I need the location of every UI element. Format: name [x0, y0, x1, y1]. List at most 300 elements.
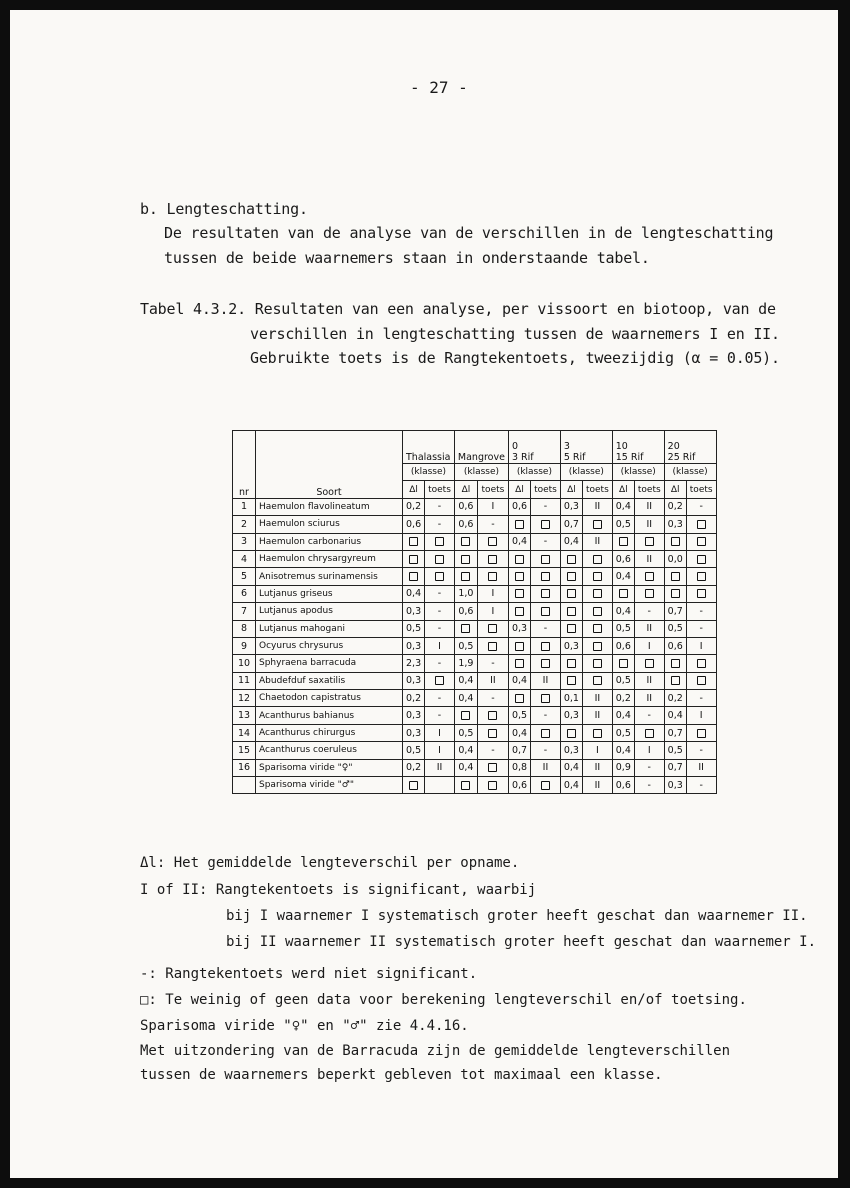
delta-l-cell: 0,2 — [664, 498, 686, 515]
no-data-square-icon — [488, 555, 497, 564]
table-row — [233, 516, 717, 533]
table-row — [233, 724, 717, 741]
toets-header: toets — [425, 481, 455, 498]
delta-l-cell: 0,6 — [612, 637, 634, 654]
delta-l-cell: 0,2 — [664, 690, 686, 707]
row-number: 6 — [233, 585, 256, 602]
delta-l-cell: 0,3 — [403, 672, 425, 689]
delta-l-cell: 0,4 — [612, 603, 634, 620]
delta-l-header: Δl — [664, 481, 686, 498]
nr-header: nr — [233, 431, 256, 499]
toets-header: toets — [686, 481, 716, 498]
delta-l-cell — [403, 777, 425, 794]
no-data-square-icon — [515, 555, 524, 564]
delta-l-cell — [560, 585, 582, 602]
no-data-square-icon — [645, 572, 654, 581]
delta-l-cell: 0,7 — [508, 742, 530, 759]
species-name: Acanthurus bahianus — [256, 707, 403, 724]
no-data-square-icon — [593, 589, 602, 598]
table-row — [233, 603, 717, 620]
soort-header: Soort — [256, 431, 403, 499]
delta-l-cell — [508, 637, 530, 654]
delta-l-cell: 0,5 — [664, 620, 686, 637]
toets-cell — [582, 655, 612, 672]
toets-cell — [531, 568, 561, 585]
row-number: 12 — [233, 690, 256, 707]
no-data-square-icon — [541, 520, 550, 529]
delta-l-cell: 0,2 — [403, 759, 425, 776]
delta-l-cell — [454, 568, 477, 585]
group-header-20-25-rif: 20 25 Rif — [664, 431, 716, 464]
toets-cell: - — [686, 742, 716, 759]
delta-l-cell: 0,4 — [560, 777, 582, 794]
no-data-square-icon — [593, 624, 602, 633]
delta-l-cell — [612, 533, 634, 550]
no-data-square-icon — [541, 729, 550, 738]
delta-l-cell — [560, 672, 582, 689]
no-data-square-icon — [488, 624, 497, 633]
no-data-square-icon — [645, 589, 654, 598]
toets-cell: I — [582, 742, 612, 759]
delta-l-cell — [508, 516, 530, 533]
no-data-square-icon — [435, 572, 444, 581]
toets-cell: II — [582, 690, 612, 707]
toets-cell — [686, 724, 716, 741]
toets-cell: - — [425, 690, 455, 707]
delta-l-cell: 0,6 — [612, 550, 634, 567]
toets-cell — [582, 672, 612, 689]
no-data-square-icon — [671, 572, 680, 581]
delta-l-cell — [454, 550, 477, 567]
klasse-label: (klasse) — [454, 464, 508, 481]
delta-l-cell: 0,5 — [612, 620, 634, 637]
no-data-square-icon — [593, 676, 602, 685]
toets-cell — [531, 655, 561, 672]
no-data-square-icon — [671, 537, 680, 546]
no-data-square-icon — [488, 642, 497, 651]
species-name: Ocyurus chrysurus — [256, 637, 403, 654]
toets-cell — [477, 759, 508, 776]
no-data-square-icon — [697, 729, 706, 738]
toets-cell — [477, 568, 508, 585]
toets-cell: - — [686, 777, 716, 794]
toets-cell: I — [686, 707, 716, 724]
species-name: Anisotremus surinamensis — [256, 568, 403, 585]
toets-cell — [477, 724, 508, 741]
toets-cell — [686, 585, 716, 602]
delta-l-cell: 0,5 — [454, 724, 477, 741]
no-data-square-icon — [461, 711, 470, 720]
delta-l-cell: 0,5 — [612, 516, 634, 533]
delta-l-cell — [560, 568, 582, 585]
delta-l-cell: 0,3 — [664, 777, 686, 794]
no-data-square-icon — [541, 607, 550, 616]
delta-l-cell: 0,6 — [612, 777, 634, 794]
delta-l-cell: 0,1 — [560, 690, 582, 707]
no-data-square-icon — [488, 711, 497, 720]
delta-l-cell: 0,3 — [560, 498, 582, 515]
toets-cell: - — [477, 516, 508, 533]
row-number: 11 — [233, 672, 256, 689]
toets-cell: - — [686, 498, 716, 515]
no-data-square-icon — [593, 659, 602, 668]
toets-cell: - — [425, 655, 455, 672]
toets-cell — [686, 655, 716, 672]
conclusion-line-1: Met uitzondering van de Barracuda zijn de gemiddelde lengteverschillen — [140, 1043, 731, 1059]
no-data-square-icon — [541, 589, 550, 598]
delta-l-cell: 0,4 — [612, 498, 634, 515]
no-data-square-icon — [697, 676, 706, 685]
row-number: 2 — [233, 516, 256, 533]
legend-delta: Δl: Het gemiddelde lengteverschil per opname. — [140, 855, 520, 871]
delta-l-cell: 0,0 — [664, 550, 686, 567]
species-name: Sparisoma viride "♂" — [256, 777, 403, 794]
legend-sparisoma: Sparisoma viride "♀" en "♂" zie 4.4.16. — [140, 1018, 469, 1034]
group-header-thalassia: Thalassia — [403, 431, 455, 464]
no-data-square-icon — [593, 572, 602, 581]
toets-cell — [531, 516, 561, 533]
delta-l-cell — [508, 550, 530, 567]
toets-cell — [686, 568, 716, 585]
table-row — [233, 568, 717, 585]
row-number: 4 — [233, 550, 256, 567]
table-row — [233, 707, 717, 724]
toets-cell — [634, 585, 664, 602]
toets-cell — [582, 637, 612, 654]
no-data-square-icon — [435, 537, 444, 546]
no-data-square-icon — [515, 572, 524, 581]
toets-cell: - — [531, 707, 561, 724]
species-name: Haemulon carbonarius — [256, 533, 403, 550]
klasse-label: (klasse) — [612, 464, 664, 481]
delta-l-cell: 0,7 — [560, 516, 582, 533]
delta-l-cell — [560, 620, 582, 637]
no-data-square-icon — [461, 555, 470, 564]
delta-l-cell: 0,4 — [454, 672, 477, 689]
toets-cell — [582, 516, 612, 533]
no-data-square-icon — [541, 694, 550, 703]
no-data-square-icon — [541, 781, 550, 790]
no-data-square-icon — [593, 607, 602, 616]
no-data-square-icon — [435, 555, 444, 564]
toets-cell — [531, 585, 561, 602]
row-number: 15 — [233, 742, 256, 759]
no-data-square-icon — [567, 676, 576, 685]
toets-cell — [531, 603, 561, 620]
no-data-square-icon — [567, 659, 576, 668]
toets-cell: I — [425, 637, 455, 654]
delta-l-cell: 0,7 — [664, 603, 686, 620]
delta-l-header: Δl — [560, 481, 582, 498]
delta-l-cell: 0,7 — [664, 724, 686, 741]
delta-l-cell — [664, 655, 686, 672]
delta-l-cell — [560, 550, 582, 567]
no-data-square-icon — [541, 659, 550, 668]
delta-l-cell: 0,4 — [612, 568, 634, 585]
legend-bij-ii: bij II waarnemer II systematisch groter heeft geschat dan waarnemer I. — [226, 934, 817, 950]
toets-cell: - — [425, 585, 455, 602]
delta-l-cell: 1,9 — [454, 655, 477, 672]
group-header-0-3-rif: 0 3 Rif — [508, 431, 560, 464]
delta-l-header: Δl — [612, 481, 634, 498]
delta-l-cell: 0,4 — [664, 707, 686, 724]
delta-l-header: Δl — [508, 481, 530, 498]
toets-cell: II — [477, 672, 508, 689]
delta-l-cell: 1,0 — [454, 585, 477, 602]
delta-l-cell — [403, 568, 425, 585]
no-data-square-icon — [515, 659, 524, 668]
no-data-square-icon — [515, 642, 524, 651]
no-data-square-icon — [697, 520, 706, 529]
group-header-10-15-rif: 10 15 Rif — [612, 431, 664, 464]
toets-cell: - — [425, 516, 455, 533]
toets-cell — [686, 516, 716, 533]
toets-cell — [634, 533, 664, 550]
species-name: Haemulon sciurus — [256, 516, 403, 533]
species-name: Lutjanus griseus — [256, 585, 403, 602]
delta-l-cell: 0,4 — [454, 742, 477, 759]
no-data-square-icon — [541, 642, 550, 651]
toets-cell: I — [477, 498, 508, 515]
table-row — [233, 550, 717, 567]
delta-l-cell: 0,5 — [454, 637, 477, 654]
delta-l-cell: 0,2 — [403, 690, 425, 707]
delta-l-cell — [454, 777, 477, 794]
delta-l-cell — [560, 724, 582, 741]
conclusion-line-2: tussen de waarnemers beperkt gebleven tot maximaal een klasse. — [140, 1067, 663, 1083]
legend-dash: -: Rangtekentoets werd niet significant. — [140, 966, 478, 982]
no-data-square-icon — [567, 572, 576, 581]
no-data-square-icon — [409, 781, 418, 790]
delta-l-cell — [560, 655, 582, 672]
no-data-square-icon — [567, 555, 576, 564]
no-data-square-icon — [567, 624, 576, 633]
delta-l-cell — [664, 533, 686, 550]
delta-l-header: Δl — [454, 481, 477, 498]
results-table — [232, 430, 717, 794]
no-data-square-icon — [515, 520, 524, 529]
section-heading: b. Lengteschatting. — [140, 200, 308, 218]
caption-line-3: Gebruikte toets is de Rangtekentoets, tweezijdig (α = 0.05). — [250, 349, 780, 367]
toets-cell: II — [531, 759, 561, 776]
delta-l-cell: 0,3 — [560, 637, 582, 654]
toets-cell — [425, 777, 455, 794]
delta-l-cell: 0,5 — [612, 672, 634, 689]
toets-cell: II — [634, 672, 664, 689]
toets-cell: - — [531, 533, 561, 550]
legend-bij-i: bij I waarnemer I systematisch groter heeft geschat dan waarnemer II. — [226, 908, 808, 924]
toets-cell — [477, 550, 508, 567]
toets-cell: - — [477, 690, 508, 707]
toets-cell — [477, 707, 508, 724]
no-data-square-icon — [645, 659, 654, 668]
delta-l-cell — [454, 707, 477, 724]
delta-l-cell: 0,4 — [454, 759, 477, 776]
delta-l-cell: 2,3 — [403, 655, 425, 672]
delta-l-cell: 0,3 — [403, 724, 425, 741]
toets-cell — [477, 533, 508, 550]
delta-l-cell — [454, 620, 477, 637]
no-data-square-icon — [461, 624, 470, 633]
delta-l-cell: 0,4 — [560, 759, 582, 776]
no-data-square-icon — [645, 537, 654, 546]
toets-cell — [634, 655, 664, 672]
toets-header: toets — [582, 481, 612, 498]
delta-l-cell — [508, 585, 530, 602]
no-data-square-icon — [593, 555, 602, 564]
no-data-square-icon — [515, 694, 524, 703]
no-data-square-icon — [671, 676, 680, 685]
toets-cell: - — [425, 498, 455, 515]
delta-l-cell: 0,6 — [403, 516, 425, 533]
toets-cell — [582, 585, 612, 602]
no-data-square-icon — [593, 642, 602, 651]
toets-cell: - — [634, 777, 664, 794]
legend-square: □: Te weinig of geen data voor berekening lengteverschil en/of toetsing. — [140, 992, 747, 1008]
toets-cell — [582, 724, 612, 741]
toets-cell — [634, 568, 664, 585]
no-data-square-icon — [697, 537, 706, 546]
no-data-square-icon — [488, 572, 497, 581]
no-data-square-icon — [541, 555, 550, 564]
delta-l-cell — [508, 655, 530, 672]
row-number: 10 — [233, 655, 256, 672]
no-data-square-icon — [567, 589, 576, 598]
species-name: Lutjanus mahogani — [256, 620, 403, 637]
delta-l-cell: 0,6 — [454, 603, 477, 620]
no-data-square-icon — [619, 589, 628, 598]
caption-line-2: verschillen in lengteschatting tussen de waarnemers I en II. — [250, 325, 780, 343]
toets-cell — [531, 777, 561, 794]
no-data-square-icon — [697, 659, 706, 668]
no-data-square-icon — [515, 607, 524, 616]
no-data-square-icon — [461, 537, 470, 546]
no-data-square-icon — [645, 729, 654, 738]
no-data-square-icon — [619, 537, 628, 546]
delta-l-cell: 0,5 — [403, 742, 425, 759]
delta-l-cell: 0,8 — [508, 759, 530, 776]
delta-l-cell: 0,3 — [403, 603, 425, 620]
delta-l-cell: 0,6 — [664, 637, 686, 654]
toets-cell: II — [582, 533, 612, 550]
no-data-square-icon — [515, 589, 524, 598]
toets-cell — [531, 724, 561, 741]
toets-cell: - — [531, 620, 561, 637]
toets-cell — [582, 620, 612, 637]
delta-l-cell: 0,4 — [560, 533, 582, 550]
no-data-square-icon — [567, 607, 576, 616]
delta-l-cell: 0,4 — [508, 672, 530, 689]
toets-header: toets — [531, 481, 561, 498]
delta-l-cell — [403, 533, 425, 550]
toets-cell: II — [582, 707, 612, 724]
toets-cell — [582, 568, 612, 585]
no-data-square-icon — [671, 659, 680, 668]
species-name: Lutjanus apodus — [256, 603, 403, 620]
table-row — [233, 498, 717, 515]
toets-cell — [425, 672, 455, 689]
toets-cell — [531, 550, 561, 567]
toets-cell: I — [634, 742, 664, 759]
table-row — [233, 742, 717, 759]
no-data-square-icon — [567, 729, 576, 738]
no-data-square-icon — [671, 589, 680, 598]
toets-cell — [425, 568, 455, 585]
delta-l-cell: 0,4 — [508, 533, 530, 550]
delta-l-cell: 0,3 — [560, 742, 582, 759]
species-name: Haemulon chrysargyreum — [256, 550, 403, 567]
delta-l-cell: 0,3 — [508, 620, 530, 637]
group-header-3-5-rif: 3 5 Rif — [560, 431, 612, 464]
delta-l-cell: 0,4 — [454, 690, 477, 707]
toets-cell — [686, 672, 716, 689]
toets-cell: II — [634, 498, 664, 515]
species-name: Acanthurus coeruleus — [256, 742, 403, 759]
toets-cell — [477, 637, 508, 654]
toets-cell: - — [531, 498, 561, 515]
toets-cell: - — [425, 620, 455, 637]
toets-cell: - — [477, 655, 508, 672]
delta-l-cell — [560, 603, 582, 620]
toets-cell: I — [634, 637, 664, 654]
species-name: Sparisoma viride "♀" — [256, 759, 403, 776]
toets-cell: II — [582, 759, 612, 776]
delta-l-cell — [664, 672, 686, 689]
toets-cell: I — [477, 603, 508, 620]
toets-cell — [582, 603, 612, 620]
delta-l-cell: 0,6 — [454, 516, 477, 533]
delta-l-cell: 0,5 — [612, 724, 634, 741]
species-name: Acanthurus chirurgus — [256, 724, 403, 741]
toets-cell: - — [634, 603, 664, 620]
no-data-square-icon — [461, 572, 470, 581]
delta-l-cell — [454, 533, 477, 550]
table-row — [233, 655, 717, 672]
species-name: Sphyraena barracuda — [256, 655, 403, 672]
delta-l-cell — [664, 568, 686, 585]
toets-cell: - — [425, 707, 455, 724]
no-data-square-icon — [488, 763, 497, 772]
toets-cell: - — [634, 707, 664, 724]
table-row — [233, 637, 717, 654]
delta-l-cell: 0,3 — [403, 707, 425, 724]
toets-cell: II — [634, 516, 664, 533]
species-name: Haemulon flavolineatum — [256, 498, 403, 515]
delta-l-cell — [403, 550, 425, 567]
table-row — [233, 585, 717, 602]
document-page — [10, 10, 838, 1178]
delta-l-cell: 0,5 — [403, 620, 425, 637]
toets-cell: II — [686, 759, 716, 776]
delta-l-cell: 0,6 — [508, 777, 530, 794]
no-data-square-icon — [541, 572, 550, 581]
table-row — [233, 777, 717, 794]
no-data-square-icon — [697, 572, 706, 581]
row-number: 16 — [233, 759, 256, 776]
intro-line-1: De resultaten van de analyse van de verschillen in de lengteschatting — [164, 224, 774, 242]
delta-l-cell: 0,2 — [612, 690, 634, 707]
delta-l-cell: 0,3 — [560, 707, 582, 724]
delta-l-cell: 0,9 — [612, 759, 634, 776]
toets-cell — [531, 690, 561, 707]
toets-cell — [634, 724, 664, 741]
toets-header: toets — [634, 481, 664, 498]
table-row — [233, 533, 717, 550]
toets-cell: I — [425, 742, 455, 759]
no-data-square-icon — [409, 537, 418, 546]
delta-l-cell — [612, 585, 634, 602]
species-name: Chaetodon capistratus — [256, 690, 403, 707]
